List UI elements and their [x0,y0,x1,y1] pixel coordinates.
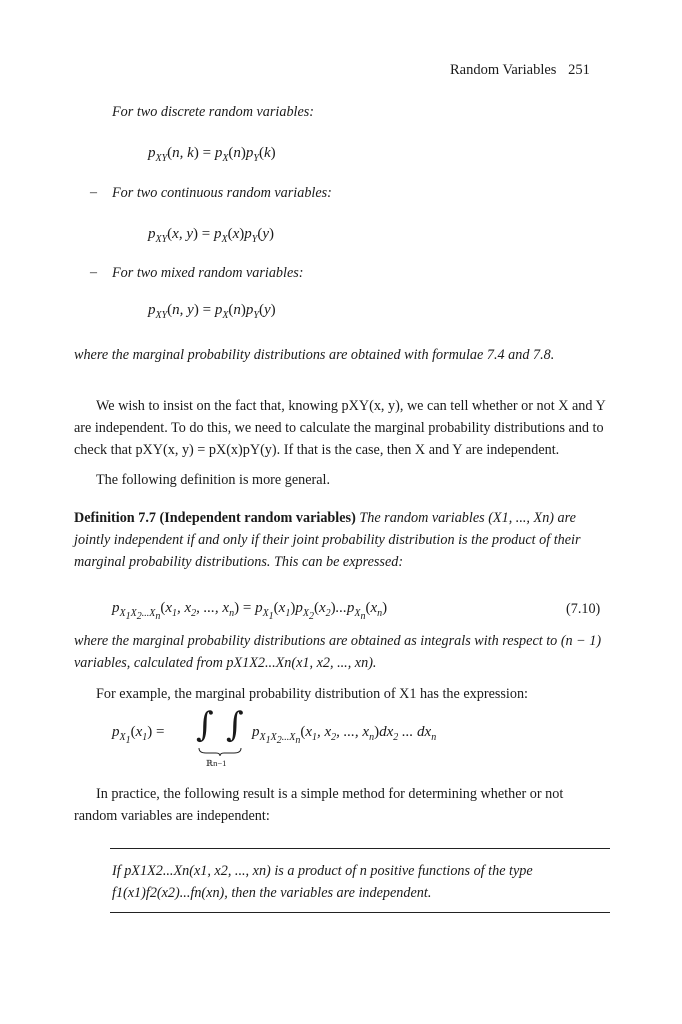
discrete-equation: $p_{XY}(n$, $k) = p_X(n)p_Y(k)$ [148,145,276,164]
top-rule [110,848,610,849]
practice-paragraph: In practice, the following result is a simple method for determining whether or not random variables are independent: [74,786,564,824]
definition-block [74,507,610,573]
equation-number: (7.10) [566,601,601,617]
running-header [450,62,590,79]
boxed-result: If pX1X2...Xn(x1, x2, ..., xn) is a product of n positive functions of the type f1(x1)f2(x2)...fn(xn), then the variables are independent. [112,863,533,901]
bullet-dash: – [90,185,97,200]
running-title: Random Variables [450,62,557,78]
bullet-dash: – [90,265,97,280]
continuous-case-label: For two continuous random variables: [112,185,332,201]
example-equation-rhs: $p_{X_1X_2...X_n}(x_1$, $x_2$, ..., $x_n)dx_2$ ... $dx_n$ [252,724,437,746]
mixed-case-label: For two mixed random variables: [112,265,304,281]
discrete-case-label: For two discrete random variables: [112,104,315,120]
page-number: 251 [568,62,590,78]
integral-sign: ∫ [226,705,244,745]
general-sentence: The following definition is more general. [96,472,331,488]
integration-domain: ℝn−1 [206,758,227,768]
marginal-note: where the marginal probability distributions are obtained with formulae 7.4 and 7.8. [74,347,555,363]
insist-paragraph: We wish to insist on the fact that, knowing pXY(x, y), we can tell whether or not X and Y are independent. To do this, we need to calculate the marginal probability distributions and to check that pXY(x, y) = pX(x)pY(y). If that is the case, then X and Y are independent. [74,398,606,458]
bottom-rule [110,912,610,913]
underbrace [198,747,242,757]
integrals-note: where the marginal probability distributions are obtained as integrals with respect to (n − 1) variables, calculated from pX1X2...Xn(x1, x2, ..., xn). [74,633,602,671]
definition-equation: $p_{X_1X_2...X_n}(x_1$, $x_2$, ..., $x_n) = p_{X_1}(x_1)p_{X_2}(x_2)...p_{X_n}(x_n)$ [112,600,388,622]
definition-body: The random variables (X1, ..., Xn) are jointly independent if and only if their joint probability distribution is the product of their marginal probability distributions. This can be expressed: [74,510,581,570]
continuous-equation: $p_{XY}(x$, $y) = p_X(x)p_Y(y)$ [148,226,274,245]
example-equation-lhs: $p_{X_1}(x_1)$ = [112,724,165,746]
integral-sign: ∫ [196,705,214,745]
mixed-equation: $p_{XY}(n$, $y) = p_X(n)p_Y(y)$ [148,302,276,321]
example-intro: For example, the marginal probability distribution of X1 has the expression: [96,686,528,702]
definition-title: Definition 7.7 (Independent random variables) [74,510,356,526]
